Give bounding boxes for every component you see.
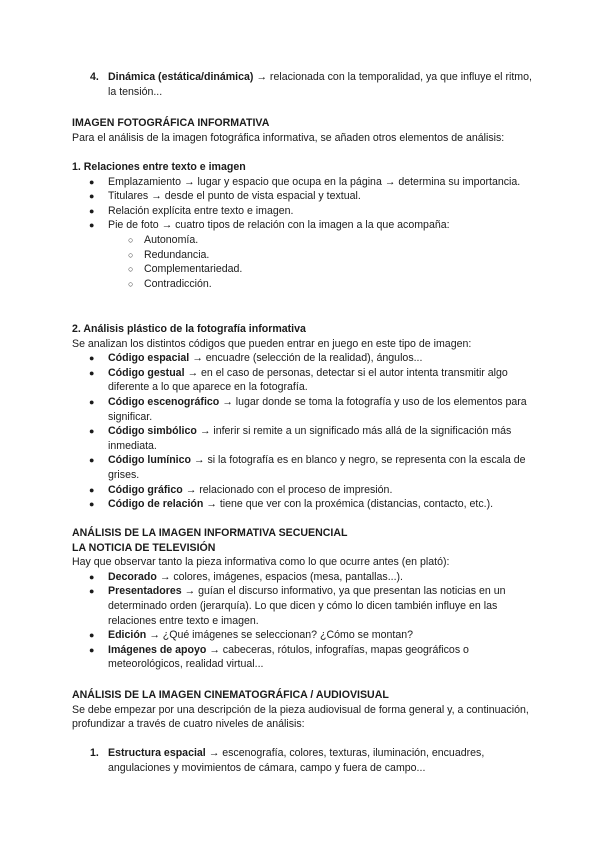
list-item: ● Relación explícita entre texto e imagen.	[89, 204, 294, 217]
section-cinematografica	[72, 688, 542, 732]
section-subheading: LA NOTICIA DE TELEVISIÓN	[72, 541, 216, 554]
section-imagen-fotografica	[72, 116, 542, 145]
circle-bullet-icon: ○	[128, 234, 134, 245]
section-secuencial	[72, 526, 542, 672]
subsection-relaciones	[72, 160, 542, 291]
item-term: Estructura espacial	[108, 747, 206, 759]
list-item: ● Edición → ¿Qué imágenes se seleccionan? ¿Cómo se montan?	[89, 629, 414, 642]
bullet-list	[72, 570, 542, 672]
list-item: ● Decorado → colores, imágenes, espacios (mesa, pantallas...).	[89, 570, 403, 583]
bullet-icon: ●	[89, 499, 95, 510]
list-number: 4.	[90, 71, 99, 83]
list-item: ● Pie de foto → cuatro tipos de relación con la imagen a la que acompaña:	[89, 219, 450, 232]
section-intro: Para el análisis de la imagen fotográfica informativa, se añaden otros elementos de análisis:	[72, 131, 505, 144]
circle-bullet-icon: ○	[128, 264, 134, 275]
bullet-icon: ●	[89, 367, 95, 378]
bullet-icon: ●	[89, 571, 95, 582]
list-item-estructura-espacial	[72, 746, 542, 775]
bullet-icon: ●	[89, 205, 95, 216]
item-desc: → escenografía, colores, texturas, iluminación, encuadres, angulaciones y movimientos de cámara, campo y fuera de campo...	[108, 747, 485, 774]
list-item: ● Imágenes de apoyo → cabeceras, rótulos, infografías, mapas geográficos o meteorológicos, realidad virtual...	[89, 643, 469, 671]
list-item: ● Código escenográfico → lugar donde se toma la fotografía y uso de los elementos para significar.	[89, 395, 527, 423]
section-intro: Se debe empezar por una descripción de la pieza audiovisual de forma general y, a continuación, profundizar a través de cuatro niveles de análisis:	[72, 703, 529, 731]
list-item: ● Presentadores → guían el discurso informativo, ya que presentan las noticias en un determinado orden (jerarquía). Lo que dicen y cómo lo dicen también influye en las relaciones entre texto e imagen.	[89, 585, 506, 627]
item-desc: → relacionada con la temporalidad, ya que influye el ritmo, la tensión...	[108, 71, 532, 98]
bullet-list	[72, 175, 542, 292]
list-item-4	[72, 70, 542, 99]
bullet-icon: ●	[89, 586, 95, 597]
bullet-list	[72, 351, 542, 512]
bullet-icon: ●	[89, 396, 95, 407]
subsection-analisis-plastico	[72, 322, 542, 512]
list-item: ● Titulares → desde el punto de vista espacial y textual.	[89, 190, 361, 203]
subsection-heading: 1. Relaciones entre texto e imagen	[72, 161, 246, 173]
bullet-icon: ●	[89, 426, 95, 437]
section-intro: Hay que observar tanto la pieza informativa como lo que ocurre antes (en plató):	[72, 556, 450, 569]
bullet-icon: ●	[89, 630, 95, 641]
circle-bullet-icon: ○	[128, 249, 134, 260]
list-item: ● Código simbólico → inferir si remite a un significado más allá de la significación más inmediata.	[89, 425, 512, 452]
section-heading: ANÁLISIS DE LA IMAGEN CINEMATOGRÁFICA / AUDIOVISUAL	[72, 689, 389, 701]
list-item: ● Emplazamiento → lugar y espacio que ocupa en la página → determina su importancia.	[89, 175, 521, 188]
bullet-icon: ●	[89, 455, 95, 466]
list-item: ● Código gestual → en el caso de personas, detectar si el autor intenta transmitir algo diferente a lo que aparece en la fotografía.	[89, 366, 508, 394]
subsection-heading: 2. Análisis plástico de la fotografía informativa	[72, 323, 306, 335]
bullet-icon: ●	[89, 353, 95, 364]
subsection-intro: Se analizan los distintos códigos que pueden entrar en juego en este tipo de imagen:	[72, 337, 472, 350]
item-term: Dinámica (estática/dinámica)	[108, 71, 254, 83]
sub-list-item: ○ Redundancia.	[128, 248, 210, 261]
bullet-icon: ●	[89, 176, 95, 187]
bullet-icon: ●	[89, 220, 95, 231]
section-heading: ANÁLISIS DE LA IMAGEN INFORMATIVA SECUENCIAL	[72, 527, 348, 539]
list-item: ● Código espacial → encuadre (selección de la realidad), ángulos...	[89, 352, 423, 365]
bullet-icon: ●	[89, 191, 95, 202]
sub-list-item: ○ Contradicción.	[128, 277, 212, 290]
bullet-icon: ●	[89, 484, 95, 495]
list-item: ● Código de relación → tiene que ver con la proxémica (distancias, contacto, etc.).	[89, 498, 494, 511]
list-item: ● Código gráfico → relacionado con el proceso de impresión.	[89, 483, 393, 496]
circle-bullet-icon: ○	[128, 278, 134, 289]
section-heading: IMAGEN FOTOGRÁFICA INFORMATIVA	[72, 117, 270, 129]
bullet-icon: ●	[89, 644, 95, 655]
sub-list-item: ○ Autonomía.	[128, 233, 199, 246]
sub-list-item: ○ Complementariedad.	[128, 263, 243, 276]
list-number: 1.	[90, 747, 99, 759]
list-item: ● Código lumínico → si la fotografía es en blanco y negro, se representa con la escala de grises.	[89, 454, 526, 481]
